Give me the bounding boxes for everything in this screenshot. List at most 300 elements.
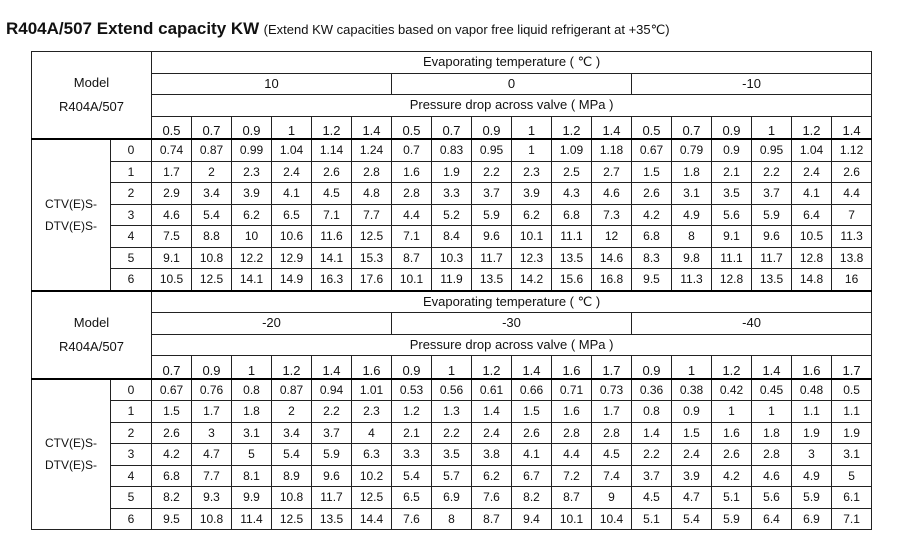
capacity-cell: 7.3 (592, 204, 632, 226)
capacity-cell: 6.4 (752, 508, 792, 530)
capacity-cell: 8.9 (272, 465, 312, 487)
header-row-evap (32, 291, 872, 313)
capacity-cell: 5.4 (672, 508, 712, 530)
capacity-cell: 6.8 (152, 465, 192, 487)
capacity-cell: 9.4 (512, 508, 552, 530)
capacity-cell: 4.5 (592, 444, 632, 466)
capacity-cell: 2.8 (592, 422, 632, 444)
capacity-cell: 0.8 (632, 401, 672, 423)
capacity-cell: 5.9 (752, 204, 792, 226)
table-row (32, 401, 872, 423)
capacity-cell: 1.5 (672, 422, 712, 444)
capacity-cell: 3.9 (512, 183, 552, 205)
pressure-value: 0.9 (632, 356, 672, 379)
capacity-cell: 10.5 (152, 269, 192, 291)
pressure-value: 1.2 (792, 116, 832, 139)
capacity-cell: 2.4 (272, 161, 312, 183)
capacity-cell: 13.5 (552, 247, 592, 269)
capacity-cell: 0.94 (312, 379, 352, 401)
capacity-cell: 12.5 (352, 487, 392, 509)
capacity-cell: 1.1 (832, 401, 872, 423)
size-cell: 2 (111, 183, 152, 205)
capacity-cell: 2.5 (552, 161, 592, 183)
size-cell: 5 (111, 487, 152, 509)
capacity-cell: 12.8 (712, 269, 752, 291)
capacity-cell: 16.3 (312, 269, 352, 291)
capacity-cell: 8.4 (432, 226, 472, 248)
model-value: R404A/507 (58, 99, 125, 114)
size-cell: 2 (111, 422, 152, 444)
evap-temp-header: Evaporating temperature ( ℃ ) (152, 52, 872, 74)
header-row-temps (32, 73, 872, 95)
size-cell: 6 (111, 508, 152, 530)
capacity-cell: 2.1 (712, 161, 752, 183)
table-row (32, 139, 872, 161)
capacity-cell: 1.2 (392, 401, 432, 423)
capacity-cell: 7.4 (592, 465, 632, 487)
capacity-cell: 3.3 (432, 183, 472, 205)
series-cell (32, 139, 111, 291)
capacity-cell: 0.71 (552, 379, 592, 401)
table-row (32, 247, 872, 269)
capacity-cell: 10.1 (392, 269, 432, 291)
capacity-cell: 16 (832, 269, 872, 291)
capacity-cell: 3 (792, 444, 832, 466)
capacity-cell: 6.7 (512, 465, 552, 487)
capacity-cell: 8.1 (232, 465, 272, 487)
capacity-cell: 0.67 (152, 379, 192, 401)
capacity-cell: 12.9 (272, 247, 312, 269)
capacity-cell: 6.8 (632, 226, 672, 248)
capacity-cell: 2.6 (152, 422, 192, 444)
capacity-cell: 5.2 (432, 204, 472, 226)
capacity-cell: 13.5 (472, 269, 512, 291)
pressure-value: 1.6 (792, 356, 832, 379)
capacity-cell: 10.4 (592, 508, 632, 530)
capacity-cell: 4.1 (792, 183, 832, 205)
capacity-cell: 0.38 (672, 379, 712, 401)
pressure-value: 0.5 (632, 116, 672, 139)
capacity-cell: 9 (592, 487, 632, 509)
capacity-cell: 2.4 (672, 444, 712, 466)
header-row-pressure-values (32, 356, 872, 379)
capacity-cell: 7.7 (192, 465, 232, 487)
capacity-cell: 5.9 (792, 487, 832, 509)
pressure-value: 1.7 (592, 356, 632, 379)
temp-header: 10 (152, 73, 392, 95)
table-row (32, 161, 872, 183)
table-row (32, 226, 872, 248)
header-row-temps (32, 313, 872, 335)
capacity-cell: 2 (192, 161, 232, 183)
evap-temp-header: Evaporating temperature ( ℃ ) (152, 291, 872, 313)
pressure-value: 1 (672, 356, 712, 379)
pressure-value: 0.7 (192, 116, 232, 139)
capacity-cell: 1.5 (632, 161, 672, 183)
capacity-cell: 4.2 (632, 204, 672, 226)
capacity-cell: 2.2 (752, 161, 792, 183)
capacity-cell: 5.4 (392, 465, 432, 487)
capacity-cell: 12.5 (272, 508, 312, 530)
capacity-cell: 1.7 (192, 401, 232, 423)
capacity-cell: 3.3 (392, 444, 432, 466)
capacity-cell: 0.73 (592, 379, 632, 401)
size-cell: 4 (111, 465, 152, 487)
capacity-cell: 2.2 (432, 422, 472, 444)
capacity-cell: 9.3 (192, 487, 232, 509)
capacity-cell: 3.7 (312, 422, 352, 444)
capacity-cell: 3.4 (272, 422, 312, 444)
capacity-cell: 13.5 (312, 508, 352, 530)
capacity-cell: 1.6 (392, 161, 432, 183)
capacity-cell: 5.4 (192, 204, 232, 226)
capacity-cell: 7.6 (392, 508, 432, 530)
pressure-value: 1 (512, 116, 552, 139)
capacity-cell: 11.9 (432, 269, 472, 291)
pressure-value: 0.9 (472, 116, 512, 139)
capacity-cell: 15.6 (552, 269, 592, 291)
capacity-cell: 5.1 (712, 487, 752, 509)
pressure-value: 1.6 (552, 356, 592, 379)
capacity-cell: 7.1 (832, 508, 872, 530)
capacity-cell: 10.1 (552, 508, 592, 530)
pressure-value: 1.4 (512, 356, 552, 379)
capacity-cell: 1.3 (432, 401, 472, 423)
model-label: Model (73, 75, 110, 90)
capacity-cell: 0.76 (192, 379, 232, 401)
capacity-cell: 6.3 (352, 444, 392, 466)
size-cell: 6 (111, 269, 152, 291)
capacity-cell: 9.9 (232, 487, 272, 509)
capacity-cell: 1.8 (672, 161, 712, 183)
capacity-cell: 1.12 (832, 139, 872, 161)
capacity-cell: 10 (232, 226, 272, 248)
capacity-cell: 0.53 (392, 379, 432, 401)
capacity-cell: 0.99 (232, 139, 272, 161)
series-cell (32, 379, 111, 530)
capacity-cell: 14.1 (312, 247, 352, 269)
capacity-cell: 2.9 (152, 183, 192, 205)
capacity-cell: 1.09 (552, 139, 592, 161)
capacity-cell: 1.6 (552, 401, 592, 423)
capacity-cell: 1.6 (712, 422, 752, 444)
pressure-value: 1 (232, 356, 272, 379)
capacity-cell: 3.8 (472, 444, 512, 466)
capacity-cell: 5 (832, 465, 872, 487)
capacity-cell: 10.2 (352, 465, 392, 487)
temp-header: -20 (152, 313, 392, 335)
size-cell: 0 (111, 379, 152, 401)
capacity-cell: 2.4 (472, 422, 512, 444)
capacity-cell: 2.1 (392, 422, 432, 444)
capacity-cell: 12.3 (512, 247, 552, 269)
capacity-cell: 2.6 (312, 161, 352, 183)
capacity-cell: 11.6 (312, 226, 352, 248)
model-value: R404A/507 (58, 338, 125, 354)
capacity-cell: 9.5 (632, 269, 672, 291)
capacity-cell: 13.5 (752, 269, 792, 291)
pressure-value: 0.5 (152, 116, 192, 139)
capacity-cell: 7.1 (312, 204, 352, 226)
capacity-cell: 16.8 (592, 269, 632, 291)
capacity-cell: 1.8 (232, 401, 272, 423)
capacity-cell: 6.2 (472, 465, 512, 487)
capacity-cell: 1.01 (352, 379, 392, 401)
capacity-cell: 2.6 (712, 444, 752, 466)
capacity-cell: 6.2 (232, 204, 272, 226)
capacity-cell: 0.48 (792, 379, 832, 401)
title-subtitle: (Extend KW capacities based on vapor free liquid refrigerant at +35℃) (263, 22, 670, 37)
capacity-cell: 1.04 (792, 139, 832, 161)
capacity-table (31, 51, 872, 530)
capacity-cell: 2.8 (552, 422, 592, 444)
capacity-cell: 0.83 (432, 139, 472, 161)
capacity-cell: 14.8 (792, 269, 832, 291)
capacity-cell: 4.5 (632, 487, 672, 509)
capacity-cell: 4.3 (552, 183, 592, 205)
capacity-cell: 8.7 (472, 508, 512, 530)
pressure-value: 1 (272, 116, 312, 139)
capacity-cell: 0.9 (672, 401, 712, 423)
capacity-cell: 0.8 (232, 379, 272, 401)
capacity-cell: 3.4 (192, 183, 232, 205)
pressure-drop-header: Pressure drop across valve ( MPa ) (152, 95, 872, 117)
capacity-cell: 5.6 (752, 487, 792, 509)
capacity-cell: 4.5 (312, 183, 352, 205)
capacity-cell: 1.14 (312, 139, 352, 161)
capacity-cell: 1 (752, 401, 792, 423)
capacity-cell: 4.7 (672, 487, 712, 509)
capacity-cell: 11.1 (552, 226, 592, 248)
pressure-value: 1.4 (312, 356, 352, 379)
capacity-cell: 9.6 (312, 465, 352, 487)
capacity-cell: 3.1 (232, 422, 272, 444)
pressure-value: 0.9 (192, 356, 232, 379)
capacity-cell: 13.8 (832, 247, 872, 269)
capacity-cell: 9.6 (752, 226, 792, 248)
capacity-cell: 4.4 (392, 204, 432, 226)
capacity-cell: 12.5 (352, 226, 392, 248)
table-row (32, 204, 872, 226)
series-label-ctv: CTV(E)S- (45, 436, 97, 451)
table-row (32, 269, 872, 291)
title-main: R404A/507 Extend capacity KW (6, 19, 260, 38)
capacity-cell: 5 (232, 444, 272, 466)
pressure-value: 1.4 (352, 116, 392, 139)
capacity-cell: 17.6 (352, 269, 392, 291)
capacity-cell: 6.9 (792, 508, 832, 530)
capacity-cell: 3 (192, 422, 232, 444)
header-row-pressure (32, 334, 872, 356)
series-label-dtv: DTV(E)S- (45, 218, 97, 233)
capacity-cell: 0.66 (512, 379, 552, 401)
size-cell: 1 (111, 161, 152, 183)
capacity-cell: 1.18 (592, 139, 632, 161)
pressure-drop-header: Pressure drop across valve ( MPa ) (152, 334, 872, 356)
table-row (32, 465, 872, 487)
capacity-cell: 15.3 (352, 247, 392, 269)
capacity-cell: 0.56 (432, 379, 472, 401)
capacity-cell: 3.1 (672, 183, 712, 205)
capacity-cell: 11.7 (472, 247, 512, 269)
size-cell: 3 (111, 444, 152, 466)
capacity-cell: 9.6 (472, 226, 512, 248)
capacity-cell: 2.8 (752, 444, 792, 466)
capacity-cell: 1.24 (352, 139, 392, 161)
capacity-cell: 11.7 (312, 487, 352, 509)
pressure-value: 0.7 (152, 356, 192, 379)
capacity-cell: 0.9 (712, 139, 752, 161)
capacity-cell: 8.3 (632, 247, 672, 269)
temp-header: 0 (392, 73, 632, 95)
capacity-cell: 3.9 (672, 465, 712, 487)
pressure-value: 1 (752, 116, 792, 139)
capacity-cell: 1.5 (152, 401, 192, 423)
capacity-cell: 3.7 (472, 183, 512, 205)
capacity-cell: 4.2 (152, 444, 192, 466)
capacity-cell: 14.1 (232, 269, 272, 291)
capacity-cell: 0.7 (392, 139, 432, 161)
capacity-cell: 10.8 (192, 508, 232, 530)
header-row-evap (32, 52, 872, 74)
pressure-value: 1.7 (832, 356, 872, 379)
capacity-cell: 7.1 (392, 226, 432, 248)
capacity-cell: 0.45 (752, 379, 792, 401)
capacity-cell: 8.2 (152, 487, 192, 509)
capacity-cell: 6.5 (272, 204, 312, 226)
capacity-cell: 0.61 (472, 379, 512, 401)
capacity-cell: 0.74 (152, 139, 192, 161)
capacity-cell: 0.95 (752, 139, 792, 161)
capacity-cell: 12 (592, 226, 632, 248)
capacity-cell: 2.2 (632, 444, 672, 466)
capacity-cell: 1.04 (272, 139, 312, 161)
capacity-cell: 7.7 (352, 204, 392, 226)
capacity-cell: 7.6 (472, 487, 512, 509)
capacity-cell: 6.2 (512, 204, 552, 226)
capacity-cell: 4.8 (352, 183, 392, 205)
model-label: Model (73, 314, 110, 330)
capacity-cell: 9.8 (672, 247, 712, 269)
capacity-cell: 2.6 (632, 183, 672, 205)
pressure-value: 0.7 (672, 116, 712, 139)
capacity-cell: 0.87 (192, 139, 232, 161)
capacity-cell: 2.2 (472, 161, 512, 183)
capacity-cell: 8.7 (392, 247, 432, 269)
capacity-cell: 1 (512, 139, 552, 161)
capacity-cell: 3.7 (752, 183, 792, 205)
capacity-cell: 0.42 (712, 379, 752, 401)
capacity-cell: 5.9 (712, 508, 752, 530)
capacity-cell: 4.2 (712, 465, 752, 487)
capacity-cell: 10.5 (792, 226, 832, 248)
header-row-pressure-values (32, 116, 872, 139)
capacity-cell: 2.3 (232, 161, 272, 183)
size-cell: 0 (111, 139, 152, 161)
pressure-value: 0.9 (712, 116, 752, 139)
capacity-cell: 14.6 (592, 247, 632, 269)
capacity-cell: 5.4 (272, 444, 312, 466)
pressure-value: 1.4 (752, 356, 792, 379)
capacity-cell: 1.9 (832, 422, 872, 444)
pressure-value: 1.6 (352, 356, 392, 379)
capacity-cell: 11.4 (232, 508, 272, 530)
capacity-cell: 3.5 (712, 183, 752, 205)
capacity-cell: 0.95 (472, 139, 512, 161)
capacity-cell: 0.36 (632, 379, 672, 401)
capacity-cell: 10.3 (432, 247, 472, 269)
temp-header: -30 (392, 313, 632, 335)
capacity-cell: 14.9 (272, 269, 312, 291)
capacity-cell: 3.1 (832, 444, 872, 466)
capacity-cell: 6.5 (392, 487, 432, 509)
capacity-cell: 12.8 (792, 247, 832, 269)
capacity-cell: 1.1 (792, 401, 832, 423)
pressure-value: 1 (432, 356, 472, 379)
capacity-cell: 4.9 (672, 204, 712, 226)
capacity-cell: 7.5 (152, 226, 192, 248)
capacity-cell: 4.6 (592, 183, 632, 205)
capacity-cell: 1.4 (472, 401, 512, 423)
capacity-cell: 0.67 (632, 139, 672, 161)
capacity-cell: 2.6 (512, 422, 552, 444)
capacity-cell: 4.9 (792, 465, 832, 487)
capacity-cell: 12.2 (232, 247, 272, 269)
capacity-cell: 5.1 (632, 508, 672, 530)
capacity-cell: 10.1 (512, 226, 552, 248)
capacity-cell: 9.5 (152, 508, 192, 530)
temp-header: -10 (632, 73, 872, 95)
capacity-cell: 3.9 (232, 183, 272, 205)
series-label-ctv: CTV(E)S- (45, 196, 97, 211)
capacity-cell: 4.4 (552, 444, 592, 466)
size-cell: 5 (111, 247, 152, 269)
model-cell (32, 291, 152, 379)
capacity-cell: 6.1 (832, 487, 872, 509)
capacity-cell: 2.7 (592, 161, 632, 183)
capacity-cell: 10.8 (272, 487, 312, 509)
pressure-value: 0.9 (232, 116, 272, 139)
capacity-cell: 4.7 (192, 444, 232, 466)
capacity-cell: 6.4 (792, 204, 832, 226)
pressure-value: 1.2 (712, 356, 752, 379)
capacity-cell: 6.9 (432, 487, 472, 509)
capacity-cell: 0.79 (672, 139, 712, 161)
capacity-cell: 8 (672, 226, 712, 248)
pressure-value: 1.2 (552, 116, 592, 139)
capacity-cell: 1.9 (792, 422, 832, 444)
pressure-value: 1.2 (312, 116, 352, 139)
capacity-cell: 2.3 (512, 161, 552, 183)
capacity-cell: 2 (272, 401, 312, 423)
table-row (32, 508, 872, 530)
capacity-cell: 2.6 (832, 161, 872, 183)
capacity-cell: 1.7 (152, 161, 192, 183)
capacity-cell: 2.8 (352, 161, 392, 183)
capacity-cell: 1.4 (632, 422, 672, 444)
table-row (32, 422, 872, 444)
capacity-cell: 8.7 (552, 487, 592, 509)
capacity-cell: 3.7 (632, 465, 672, 487)
pressure-value: 1.2 (272, 356, 312, 379)
size-cell: 3 (111, 204, 152, 226)
capacity-cell: 10.6 (272, 226, 312, 248)
pressure-value: 0.9 (392, 356, 432, 379)
table-row (32, 444, 872, 466)
capacity-cell: 3.5 (432, 444, 472, 466)
header-row-pressure (32, 95, 872, 117)
pressure-value: 1.4 (832, 116, 872, 139)
